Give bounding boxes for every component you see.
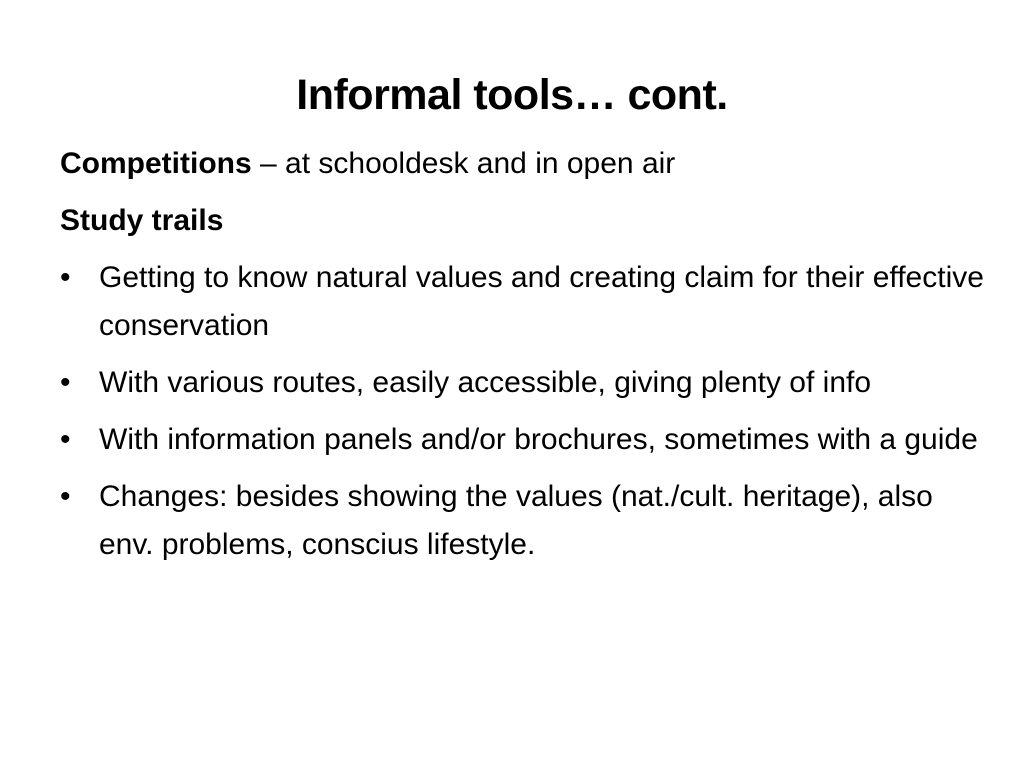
list-item bbox=[60, 473, 990, 569]
bullet-icon: • bbox=[60, 366, 71, 399]
list-item bbox=[60, 359, 990, 407]
list-item-text: Getting to know natural values and creating claim for their effective conservation bbox=[99, 261, 984, 342]
slide-content bbox=[60, 140, 990, 578]
competitions-description: – at schooldesk and in open air bbox=[251, 147, 676, 180]
slide-title: Informal tools… cont. bbox=[296, 71, 728, 119]
bullet-icon: • bbox=[60, 261, 71, 294]
competitions-label: Competitions bbox=[60, 147, 252, 180]
list-item-text: Changes: besides showing the values (nat./cult. heritage), also env. problems, conscius lifestyle. bbox=[99, 480, 933, 561]
list-item bbox=[60, 254, 990, 350]
bullet-icon: • bbox=[60, 480, 71, 513]
list-item-text: With information panels and/or brochures, sometimes with a guide bbox=[99, 423, 978, 456]
bullet-icon: • bbox=[60, 423, 71, 456]
bullet-list bbox=[60, 254, 990, 569]
study-trails-heading: Study trails bbox=[60, 204, 224, 237]
competitions-line bbox=[60, 140, 990, 188]
list-item bbox=[60, 416, 990, 464]
list-item-text: With various routes, easily accessible, giving plenty of info bbox=[99, 366, 872, 399]
